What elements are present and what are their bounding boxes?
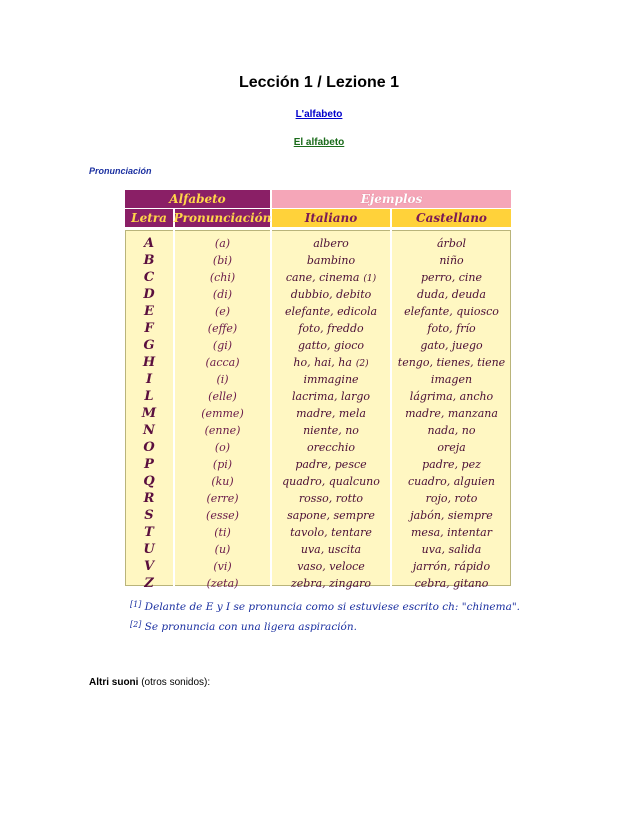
italian-cell [272, 439, 390, 456]
letter-cell [125, 473, 173, 490]
italian-cell [272, 456, 390, 473]
spanish-cell-text: imagen [430, 373, 473, 386]
spanish-cell-text: mesa, intentar [411, 526, 492, 539]
spanish-cell [392, 490, 511, 507]
pronunciation-cell [175, 235, 270, 252]
spanish-cell-text: gato, juego [420, 339, 483, 352]
alphabet-table [125, 190, 511, 591]
footnote-2 [130, 616, 550, 636]
letter-cell [125, 371, 173, 388]
letter-cell-text: T [144, 525, 154, 540]
letter-cell [125, 269, 173, 286]
table-row [125, 524, 511, 541]
spanish-cell [392, 422, 511, 439]
letter-cell-text: U [143, 542, 155, 557]
letter-cell-text: E [144, 304, 154, 319]
table-row [125, 235, 511, 252]
pronunciation-cell-text: (pi) [212, 458, 233, 471]
pronunciation-cell-text: (i) [216, 373, 229, 386]
spanish-cell-text: uva, salida [421, 543, 482, 556]
italian-cell-text: madre, mela [296, 407, 366, 420]
spanish-cell-text: lágrima, ancho [409, 390, 494, 403]
letter-cell-text: L [144, 389, 154, 404]
letter-cell [125, 405, 173, 422]
spanish-cell-text: madre, manzana [405, 407, 498, 420]
italian-cell [272, 575, 390, 592]
spanish-cell [392, 235, 511, 252]
pronunciation-cell [175, 337, 270, 354]
pronunciation-cell-text: (acca) [205, 356, 240, 369]
italian-cell-text: sapone, sempre [287, 509, 375, 522]
pronunciation-cell-text: (elle) [208, 390, 237, 403]
other-sounds-rest: (otros sonidos): [138, 677, 211, 688]
letter-cell [125, 422, 173, 439]
letter-cell-text: R [143, 491, 155, 506]
table-row [125, 507, 511, 524]
table-row [125, 252, 511, 269]
spanish-cell-text: árbol [437, 237, 466, 250]
pronunciation-cell [175, 371, 270, 388]
letter-cell-text: P [144, 457, 154, 472]
italian-cell [272, 337, 390, 354]
spanish-cell-text: oreja [437, 441, 466, 454]
spanish-cell [392, 320, 511, 337]
pronunciation-cell-text: (u) [214, 543, 231, 556]
spanish-cell [392, 388, 511, 405]
pronunciation-cell [175, 252, 270, 269]
letter-cell-text: G [143, 338, 155, 353]
footnote-1 [130, 596, 550, 616]
header-ejemplos: Ejemplos [272, 190, 511, 208]
footnotes [130, 596, 550, 636]
pronunciation-cell [175, 320, 270, 337]
letter-cell [125, 524, 173, 541]
letter-cell-text: S [144, 508, 154, 523]
italian-cell-text: rosso, rotto [298, 492, 364, 505]
spanish-cell [392, 286, 511, 303]
spanish-cell [392, 507, 511, 524]
letter-cell-text: A [143, 236, 155, 251]
italian-cell-text: cane, cinema [285, 271, 360, 284]
italian-cell [272, 371, 390, 388]
letter-cell-text: Q [143, 474, 155, 489]
section-label-pronunciacion: Pronunciación [89, 166, 152, 176]
footnote-text: Se pronuncia con una ligera aspiración. [141, 621, 357, 633]
italian-cell [272, 524, 390, 541]
header-alfabeto: Alfabeto [125, 190, 270, 208]
pronunciation-cell-text: (ku) [211, 475, 234, 488]
page-title: Lección 1 / Lezione 1 [238, 74, 400, 91]
table-row [125, 320, 511, 337]
table-row [125, 558, 511, 575]
italian-cell-text: padre, pesce [295, 458, 367, 471]
pronunciation-cell [175, 473, 270, 490]
letter-cell [125, 286, 173, 303]
link-l-alfabeto[interactable]: L'alfabeto [295, 109, 343, 120]
table-rows [125, 235, 511, 592]
italian-cell [272, 235, 390, 252]
table-row [125, 422, 511, 439]
italian-cell-text: albero [313, 237, 349, 250]
footnote-mark: [1] [130, 600, 142, 609]
italian-cell [272, 269, 390, 286]
spanish-cell [392, 439, 511, 456]
letter-cell [125, 235, 173, 252]
letter-cell [125, 558, 173, 575]
italian-cell-text: dubbio, debito [290, 288, 372, 301]
letter-cell-text: N [143, 423, 155, 438]
table-row [125, 541, 511, 558]
letter-cell-text: C [143, 270, 155, 285]
spanish-cell [392, 558, 511, 575]
other-sounds-line [89, 677, 210, 688]
spanish-cell [392, 473, 511, 490]
footnote-ref: (1) [363, 274, 377, 284]
spanish-cell-text: cuadro, alguien [407, 475, 496, 488]
spanish-cell [392, 252, 511, 269]
table-row [125, 269, 511, 286]
letter-cell [125, 303, 173, 320]
italian-cell [272, 507, 390, 524]
header-italiano: Italiano [272, 209, 390, 227]
link-el-alfabeto[interactable]: El alfabeto [293, 137, 345, 148]
table-row [125, 303, 511, 320]
italian-cell [272, 252, 390, 269]
letter-cell-text: F [144, 321, 154, 336]
pronunciation-cell [175, 303, 270, 320]
footnote-text: Delante de E y I se pronuncia como si estuviese escrito ch: "chinema". [141, 601, 520, 613]
spanish-cell-text: jabón, siempre [410, 509, 493, 522]
italian-cell [272, 473, 390, 490]
pronunciation-cell-text: (effe) [207, 322, 238, 335]
pronunciation-cell-text: (chi) [209, 271, 236, 284]
pronunciation-cell-text: (enne) [204, 424, 241, 437]
header-letra: Letra [125, 209, 173, 227]
pronunciation-cell [175, 354, 270, 371]
spanish-cell-text: rojo, roto [425, 492, 478, 505]
letter-cell [125, 320, 173, 337]
italian-cell-text: quadro, qualcuno [282, 475, 380, 488]
letter-cell-text: I [145, 372, 153, 387]
table-row [125, 456, 511, 473]
spanish-cell [392, 371, 511, 388]
spanish-cell [392, 269, 511, 286]
italian-cell-text: uva, uscita [300, 543, 362, 556]
italian-cell-text: bambino [306, 254, 356, 267]
letter-cell [125, 490, 173, 507]
pronunciation-cell-text: (o) [214, 441, 231, 454]
table-row [125, 575, 511, 592]
footnote-mark: [2] [130, 620, 142, 629]
pronunciation-cell-text: (a) [214, 237, 231, 250]
italian-cell-text: niente, no [303, 424, 359, 437]
spanish-cell [392, 303, 511, 320]
letter-cell [125, 507, 173, 524]
pronunciation-cell-text: (erre) [206, 492, 239, 505]
italian-cell-text: foto, freddo [298, 322, 364, 335]
letter-cell-text: H [142, 355, 156, 370]
letter-cell-text: V [143, 559, 155, 574]
spanish-cell [392, 405, 511, 422]
italian-cell [272, 286, 390, 303]
spanish-cell-text: jarrón, rápido [412, 560, 491, 573]
letter-cell [125, 541, 173, 558]
other-sounds-label: Altri suoni [89, 677, 139, 688]
pronunciation-cell [175, 575, 270, 592]
letter-cell [125, 252, 173, 269]
italian-cell-text: zebra, zingaro [290, 577, 372, 590]
italian-cell [272, 422, 390, 439]
spanish-cell-text: duda, deuda [417, 288, 486, 301]
table-row [125, 354, 511, 371]
letter-cell-text: B [143, 253, 155, 268]
letter-cell [125, 456, 173, 473]
table-row [125, 388, 511, 405]
italian-cell-text: gatto, gioco [297, 339, 365, 352]
pronunciation-cell [175, 439, 270, 456]
italian-cell [272, 388, 390, 405]
letter-cell [125, 354, 173, 371]
spanish-cell [392, 456, 511, 473]
table-row [125, 371, 511, 388]
spanish-cell [392, 541, 511, 558]
pronunciation-cell [175, 422, 270, 439]
table-row [125, 473, 511, 490]
letter-cell [125, 388, 173, 405]
pronunciation-cell-text: (zeta) [206, 577, 239, 590]
footnote-ref: (2) [355, 359, 369, 369]
italian-cell [272, 490, 390, 507]
pronunciation-cell-text: (vi) [213, 560, 232, 573]
table-row [125, 337, 511, 354]
pronunciation-cell [175, 558, 270, 575]
italian-cell-text: immagine [303, 373, 359, 386]
letter-cell-text: Z [144, 576, 154, 591]
italian-cell-text: orecchio [307, 441, 355, 454]
letter-cell-text: D [143, 287, 155, 302]
link-line-italian [0, 109, 638, 120]
italian-cell [272, 558, 390, 575]
pronunciation-cell [175, 405, 270, 422]
pronunciation-cell-text: (gi) [212, 339, 233, 352]
pronunciation-cell-text: (emme) [201, 407, 244, 420]
spanish-cell-text: tengo, tienes, tiene [397, 356, 506, 369]
header-castellano: Castellano [392, 209, 511, 227]
table-row [125, 405, 511, 422]
pronunciation-cell [175, 524, 270, 541]
spanish-cell-text: foto, frío [427, 322, 476, 335]
table-row [125, 490, 511, 507]
italian-cell [272, 320, 390, 337]
pronunciation-cell-text: (esse) [206, 509, 239, 522]
spanish-cell-text: padre, pez [422, 458, 481, 471]
letter-cell-text: M [141, 406, 157, 421]
letter-cell [125, 439, 173, 456]
spanish-cell-text: niño [439, 254, 464, 267]
pronunciation-cell [175, 541, 270, 558]
spanish-cell [392, 575, 511, 592]
pronunciation-cell [175, 490, 270, 507]
table-row [125, 286, 511, 303]
letter-cell [125, 575, 173, 592]
letter-cell [125, 337, 173, 354]
link-line-spanish [0, 137, 638, 148]
spanish-cell-text: cebra, gitano [414, 577, 489, 590]
pronunciation-cell [175, 456, 270, 473]
pronunciation-cell-text: (di) [212, 288, 233, 301]
pronunciation-cell [175, 507, 270, 524]
pronunciation-cell-text: (bi) [212, 254, 233, 267]
spanish-cell-text: perro, cine [421, 271, 482, 284]
table-row [125, 439, 511, 456]
pronunciation-cell [175, 286, 270, 303]
spanish-cell [392, 524, 511, 541]
pronunciation-cell-text: (ti) [214, 526, 231, 539]
italian-cell-text: elefante, edicola [284, 305, 378, 318]
header-pronunciacion: Pronunciación [173, 211, 272, 225]
spanish-cell-text: elefante, quiosco [404, 305, 499, 318]
italian-cell-text: tavolo, tentare [290, 526, 372, 539]
italian-cell-text: lacrima, largo [292, 390, 370, 403]
pronunciation-cell-text: (e) [214, 305, 231, 318]
letter-cell-text: O [143, 440, 155, 455]
italian-cell [272, 405, 390, 422]
spanish-cell [392, 354, 511, 371]
spanish-cell [392, 337, 511, 354]
italian-cell [272, 303, 390, 320]
italian-cell [272, 354, 390, 371]
italian-cell-text: vaso, veloce [297, 560, 365, 573]
pronunciation-cell [175, 388, 270, 405]
italian-cell [272, 541, 390, 558]
pronunciation-cell [175, 269, 270, 286]
spanish-cell-text: nada, no [427, 424, 476, 437]
italian-cell-text: ho, hai, ha [293, 356, 352, 369]
